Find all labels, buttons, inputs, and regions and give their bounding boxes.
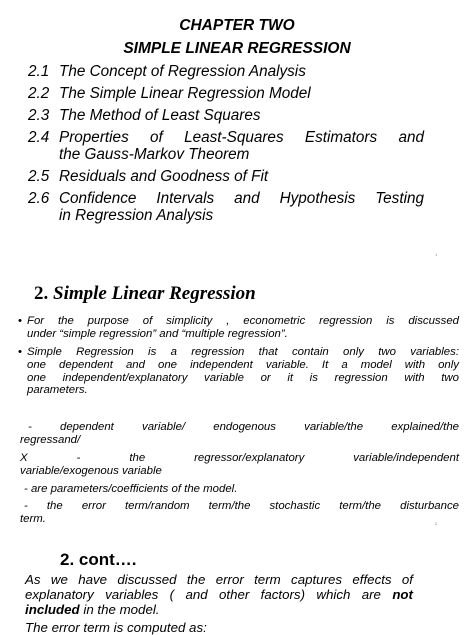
paragraph-line xyxy=(25,602,413,617)
chapter-title: SIMPLE LINEAR REGRESSION xyxy=(123,40,351,57)
bullet-purpose xyxy=(18,315,459,341)
toc-text-continued: the Gauss-Markov Theorem xyxy=(59,146,250,163)
computation-line: The error term is computed as: xyxy=(25,620,207,635)
title-text: Simple Linear Regression xyxy=(53,283,256,304)
definition-parameters xyxy=(20,483,459,496)
text-run: explanatory variables ( and other factors) which are xyxy=(25,587,393,602)
toc-item-2-4 xyxy=(28,129,424,163)
bullet-line: parameters. xyxy=(27,384,88,397)
bullet-line: one independent/explanatory variable or it is regression with two xyxy=(27,371,459,384)
toc-item-2-2 xyxy=(28,85,424,102)
definition-error-term xyxy=(20,500,459,526)
text-run: in the model. xyxy=(79,602,160,617)
definition-line: term. xyxy=(20,512,46,525)
bullet-line: Simple Regression is a regression that contain only two variables: xyxy=(27,346,459,358)
paragraph-line xyxy=(25,587,413,602)
toc-text-continued: in Regression Analysis xyxy=(59,207,214,224)
definition-line: X - the regressor/explanatory variable/independent xyxy=(20,452,459,464)
definition-line: variable/exogenous variable xyxy=(20,464,162,477)
bullet-line: under “simple regression” and “multiple regression”. xyxy=(27,327,288,340)
definition-regressor xyxy=(20,452,459,478)
bullet-simple-regression xyxy=(18,346,459,397)
slide-2 xyxy=(0,265,474,535)
error-term-paragraph xyxy=(25,572,413,617)
definition-line: - dependent variable/ endogenous variable/the explained/the xyxy=(28,421,459,433)
toc-item-2-1 xyxy=(28,63,424,80)
toc-number: 2.3 xyxy=(28,107,50,124)
slide-3 xyxy=(0,538,474,635)
toc-text: Properties of Least-Squares Estimators and xyxy=(59,129,424,146)
toc-number: 2.6 xyxy=(28,190,50,207)
paragraph-line: As we have discussed the error term captures effects of xyxy=(25,572,413,587)
toc-text: The Concept of Regression Analysis xyxy=(59,63,306,80)
toc-item-2-5 xyxy=(28,168,424,185)
title-number: 2. xyxy=(34,283,49,304)
definition-line: - are parameters/coefficients of the model. xyxy=(24,483,238,495)
definition-line: regressand/ xyxy=(20,433,81,446)
bullet-line: one dependent and one independent variable. It a model with only xyxy=(27,358,459,371)
bullet-icon: • xyxy=(18,346,22,358)
toc-text: The Simple Linear Regression Model xyxy=(59,85,311,102)
toc-text: Confidence Intervals and Hypothesis Testing xyxy=(59,190,424,207)
bullet-icon: • xyxy=(18,315,22,327)
emphasis-text: not xyxy=(392,587,413,602)
page-number: 1 xyxy=(435,252,438,257)
toc-number: 2.5 xyxy=(28,168,50,185)
definition-dependent xyxy=(20,421,459,447)
slide-1 xyxy=(0,0,474,262)
toc-number: 2.4 xyxy=(28,129,50,146)
toc-item-2-3 xyxy=(28,107,424,124)
page-number: 2 xyxy=(435,521,438,526)
chapter-number: CHAPTER TWO xyxy=(179,17,295,34)
slide-title xyxy=(34,283,256,305)
toc-text: Residuals and Goodness of Fit xyxy=(59,168,269,185)
toc-number: 2.2 xyxy=(28,85,50,102)
emphasis-text: included xyxy=(25,602,80,617)
bullet-line: For the purpose of simplicity , econometric regression is discussed xyxy=(27,315,459,327)
toc-text: The Method of Least Squares xyxy=(59,107,261,124)
definition-line: - the error term/random term/the stochastic term/the disturbance xyxy=(24,500,459,512)
slide-title: 2. cont…. xyxy=(60,550,137,569)
toc-number: 2.1 xyxy=(28,63,50,80)
toc-item-2-6 xyxy=(28,190,424,224)
